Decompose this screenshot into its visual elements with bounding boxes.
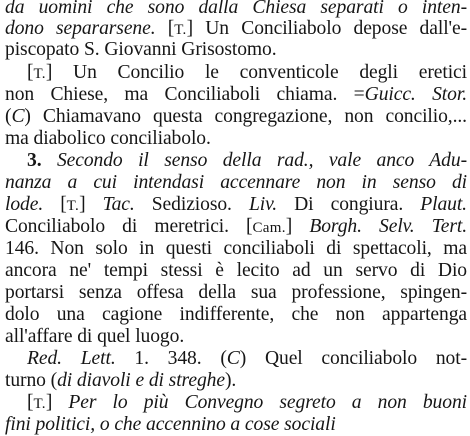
text-line	[5, 414, 467, 436]
text-segment: T.	[66, 198, 80, 214]
text-segment: [	[43, 194, 67, 215]
text-line	[5, 260, 467, 282]
text-segment: C	[226, 348, 240, 369]
text-segment: 146. Non solo in questi conciliaboli di spettacoli, ma	[5, 238, 467, 259]
text-segment: Secondo il senso della rad., vale anco Adu-	[41, 150, 467, 171]
text-segment: Conciliabolo di meretrici. [	[5, 216, 253, 237]
text-line	[27, 62, 467, 84]
text-segment: (	[5, 106, 12, 127]
text-segment: ).	[224, 370, 237, 391]
text-line	[5, 282, 467, 304]
text-segment: [	[27, 62, 34, 83]
text-segment: T.	[33, 66, 46, 82]
text-segment: [	[27, 392, 34, 413]
text-line	[5, 370, 467, 392]
text-segment: da uomini che sono dalla Chiesa separati o inten-	[5, 0, 467, 18]
text-line	[5, 326, 467, 348]
text-segment: Plaut.	[420, 194, 467, 215]
text-line	[5, 0, 467, 19]
text-line	[5, 84, 467, 106]
text-line	[5, 39, 467, 61]
text-segment: nanza a cui intendasi accennare non in senso di	[5, 172, 467, 193]
text-segment: di diavoli e di streghe	[57, 370, 225, 391]
text-segment: 1. 348. (	[115, 348, 227, 369]
text-segment: ) Chiamavano questa congregazione, non concilio,...	[24, 106, 467, 127]
text-segment: C	[11, 106, 25, 127]
dictionary-page	[5, 0, 467, 435]
text-segment: piscopato S. Giovanni Grisostomo.	[5, 39, 277, 60]
text-line	[5, 128, 467, 150]
text-segment: ]	[285, 216, 310, 237]
text-segment: Per lo più Convegno segreto a non buoni	[68, 392, 467, 413]
text-segment: ancora ne' tempi stessi è lecito ad un servo di Dio	[5, 260, 467, 281]
text-segment: 3.	[27, 150, 42, 171]
text-line	[5, 194, 467, 216]
text-segment: ]	[79, 194, 103, 215]
text-segment: portarsi senza offesa della sua professione, spingen-	[5, 282, 467, 303]
text-segment: ma diabolico conciliabolo.	[5, 128, 211, 149]
text-segment: T.	[33, 396, 46, 412]
text-line	[5, 238, 467, 260]
text-segment: ] Un Conciliabolo depose dall'e-	[186, 18, 467, 39]
text-segment: lode.	[5, 194, 44, 215]
text-segment: non Chiese, ma Conciliaboli chiama. =	[5, 84, 365, 105]
text-segment: T.	[174, 22, 187, 38]
text-segment: Sedizioso.	[134, 194, 249, 215]
text-segment: turno (	[5, 370, 58, 391]
text-segment: Borgh. Selv. Tert.	[309, 216, 467, 237]
text-segment: ]	[45, 392, 69, 413]
text-line	[5, 304, 467, 326]
text-segment: fini politici, o che accennino a cose sociali	[5, 414, 336, 435]
text-line	[5, 106, 467, 128]
text-line	[27, 392, 467, 414]
text-segment: dono separarsene.	[5, 18, 156, 39]
text-line	[27, 348, 467, 370]
text-segment: ] Un Concilio le conventicole degli eretici	[45, 62, 467, 83]
text-segment: all'affare di quel luogo.	[5, 326, 185, 347]
text-segment: Red. Lett.	[27, 348, 116, 369]
text-segment: [	[155, 18, 175, 39]
text-line	[5, 18, 467, 40]
text-line	[27, 150, 467, 172]
text-line	[5, 216, 467, 238]
text-segment: Liv.	[248, 194, 278, 215]
text-segment: Guicc. Stor.	[364, 84, 467, 105]
text-segment: Cam.	[252, 220, 286, 236]
text-segment: Di congiura.	[277, 194, 421, 215]
text-line	[5, 172, 467, 194]
text-segment: ) Quel conciliabolo not-	[239, 348, 467, 369]
text-segment: dolo una cagione indifferente, che non appartenga	[5, 304, 467, 325]
text-segment: Tac.	[102, 194, 135, 215]
